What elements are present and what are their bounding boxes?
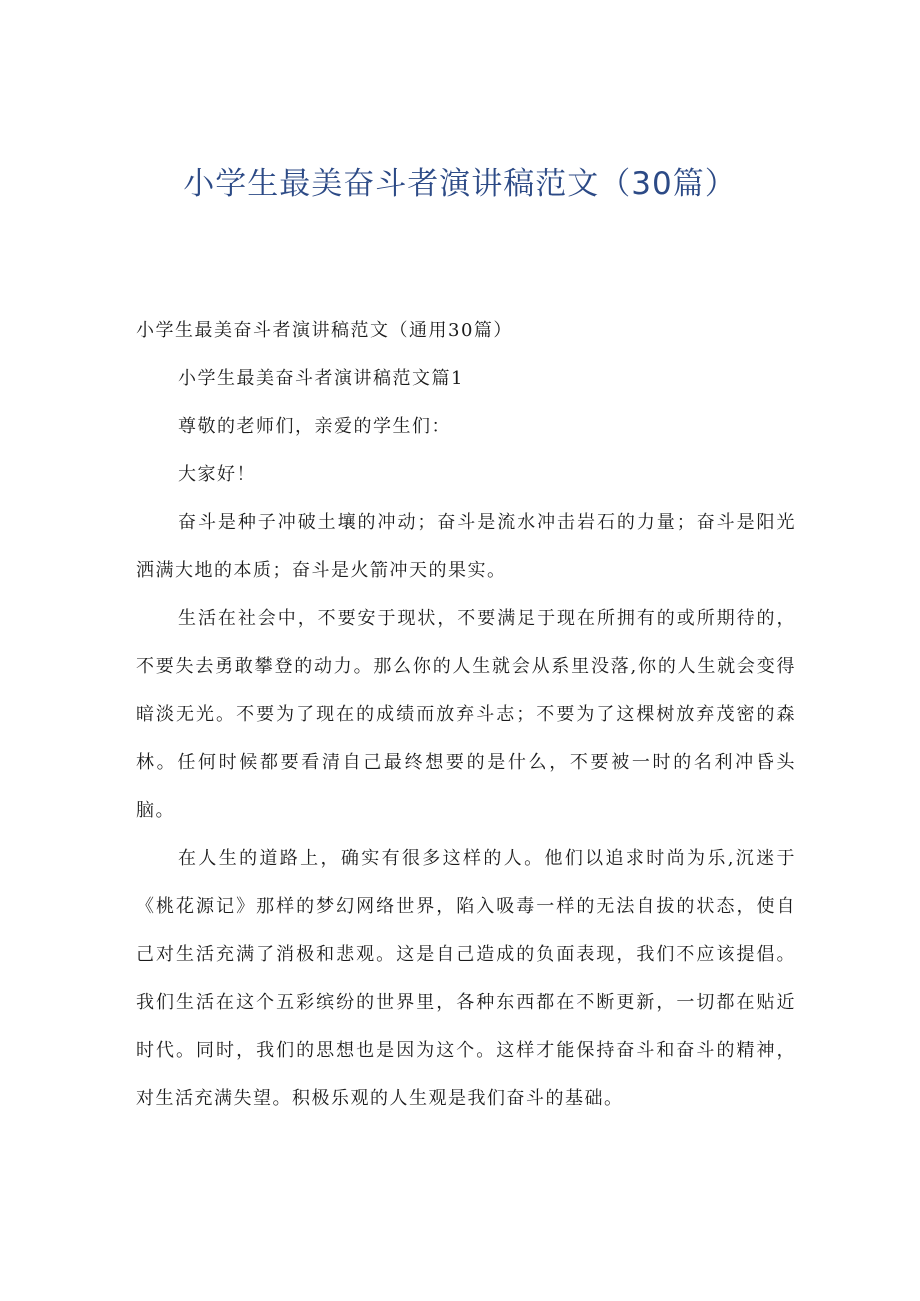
body-paragraph: 在人生的道路上，确实有很多这样的人。他们以追求时尚为乐,沉迷于《桃花源记》那样的梦幻网络世界，陷入吸毒一样的无法自拔的状态，使自己对生活充满了消极和悲观。这是自己造成的负面表现，我们不应该提倡。我们生活在这个五彩缤纷的世界里，各种东西都在不断更新，一切都在贴近时代。同时，我们的思想也是因为这个。这样才能保持奋斗和奋斗的精神，对生活充满失望。积极乐观的人生观是我们奋斗的基础。 — [136, 848, 796, 1109]
body-paragraph: 生活在社会中，不要安于现状，不要满足于现在所拥有的或所期待的，不要失去勇敢攀登的动力。那么你的人生就会从系里没落,你的人生就会变得暗淡无光。不要为了现在的成绩而放弃斗志；不要为了这棵树放弃茂密的森林。任何时候都要看清自己最终想要的是什么，不要被一时的名利冲昏头脑。 — [136, 608, 796, 821]
document-title: 小学生最美奋斗者演讲稿范文（30篇） — [183, 166, 737, 202]
greeting-line: 尊敬的老师们，亲爱的学生们： — [178, 416, 451, 437]
section-heading: 小学生最美奋斗者演讲稿范文篇1 — [178, 368, 464, 389]
document-subtitle: 小学生最美奋斗者演讲稿范文（通用30篇） — [136, 320, 513, 341]
document-body — [136, 307, 796, 1123]
hello-line: 大家好！ — [178, 464, 256, 485]
body-paragraph: 奋斗是种子冲破土壤的冲动；奋斗是流水冲击岩石的力量；奋斗是阳光洒满大地的本质；奋斗是火箭冲天的果实。 — [136, 512, 796, 581]
